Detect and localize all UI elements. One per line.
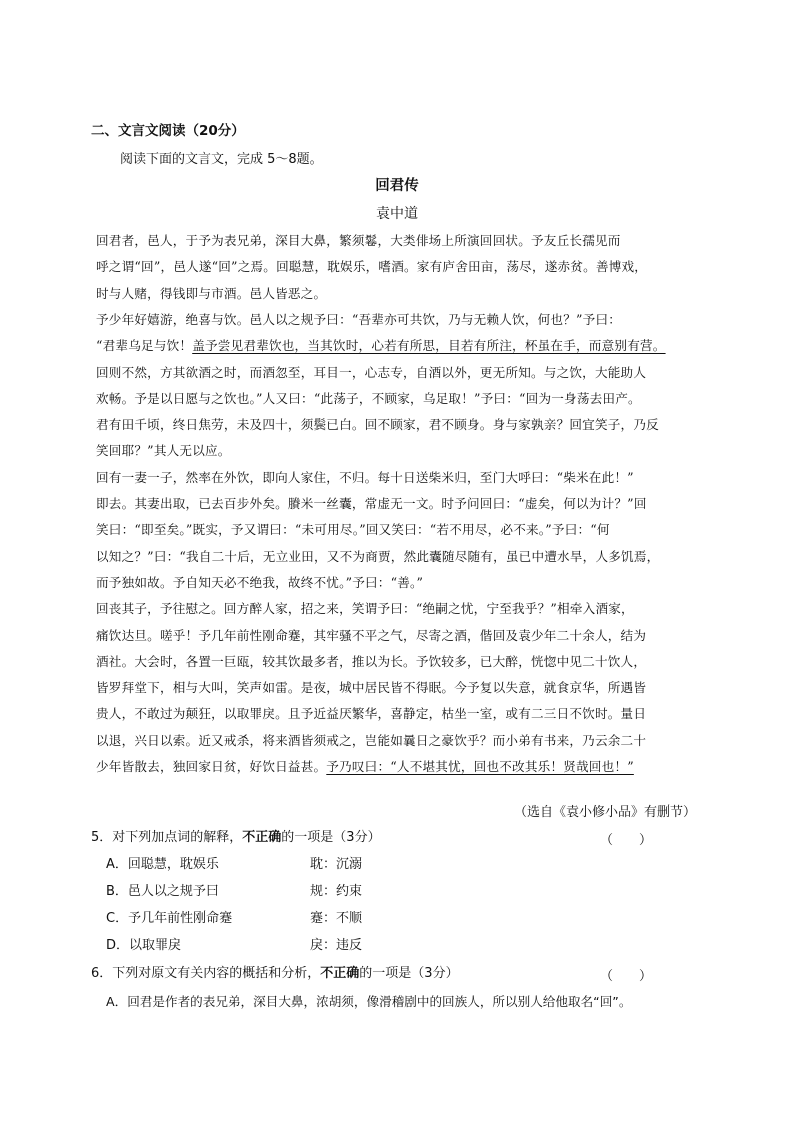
passage-line [96,232,706,250]
passage-line [96,311,706,329]
passage-line [96,495,706,513]
q5-option-d: D．以取罪戾 [106,938,182,953]
question-6-emphasis: 不正确 [320,966,360,981]
question-5-answer-blank: （ ） [600,833,653,848]
passage-line-text: 以知之？”曰：“我自二十后，无立业田，又不为商贾，然此囊随尽随有，虽已中遭水旱，人多饥焉， [96,549,660,564]
passage-line [96,548,706,566]
passage-line [96,337,706,355]
passage-line [96,521,706,539]
q5-option-c: C．予几年前性刚命蹇 [106,911,233,926]
passage-line [96,705,706,723]
passage-line [96,442,706,460]
passage-line-text: 以退，兴日以索。近又戒杀，将来酒皆须戒之，岂能如曩日之豪饮乎？而小弟有书来，乃云余二十 [96,733,647,748]
passage-line-text: 予少年好嬉游，绝喜与饮。邑人以之规予曰：“吾辈亦可共饮，乃与无赖人饮，何也？”予曰： [96,312,622,327]
passage-line [96,390,706,408]
q5-option-a-gloss: 耽：沉溺 [310,857,363,872]
question-5-pre: 5．对下列加点词的解释， [91,830,243,845]
passage-line-text: 回有一妻一子，然率在外饮，即向人家住，不归。每十日送柴米归，至门大呼曰：“柴米在此！” [96,470,634,485]
q5-option-a: A．回聪慧，耽娱乐 [106,857,219,872]
passage-line-text: 回君者，邑人，于予为表兄弟，深目大鼻，繁须鬈，大类俳场上所演回回状。予友丘长孺见而 [96,233,621,248]
passage-line-text: 笑回耶？”其人无以应。 [96,443,231,458]
passage-line-text: 酒社。大会时，各置一巨瓯，较其饮最多者，推以为长。予饮较多，已大醉，恍惚中见二十饮人， [96,654,647,669]
q5-option-b-gloss: 规：约束 [310,884,363,899]
q6-option-a: A．回君是作者的表兄弟，深目大鼻，浓胡须，像滑稽剧中的回族人，所以别人给他取名“回”。 [106,994,632,1009]
q5-option-c-gloss: 蹇：不顺 [310,911,363,926]
passage-line [96,258,706,276]
source-note: （选自《袁小修小品》有删节） [513,805,696,820]
passage-line-text: 贵人，不敢过为颠狂，以取罪戾。且予近益厌繁华，喜静定，枯坐一室，或有二三日不饮时。量日 [96,706,647,721]
question-6-stem [91,965,459,983]
section-heading: 二、文言文阅读（20分） [91,123,245,139]
q5-option-d-gloss: 戾：违反 [310,938,363,953]
question-6-pre: 6．下列对原文有关内容的概括和分析， [91,966,321,981]
passage-line [96,653,706,671]
passage-line-text: 欢畅。予是以日愿与之饮也。”人又曰：“此荡子，不顾家，乌足取！”予曰：“回为一身荡去田产。 [96,391,641,406]
passage-author: 袁中道 [376,206,418,222]
passage-line [96,574,706,592]
passage-line [96,469,706,487]
instruction-text: 阅读下面的文言文，完成 5～8题。 [120,152,323,167]
passage-line-text: 时与人赌，得钱即与市酒。邑人皆恶之。 [96,286,327,301]
passage-underlined-text: 盖予尝见君辈饮也，当其饮时，心若有所思，目若有所注，杯虽在手，而意别有营。 [192,338,666,353]
passage-line-text: 痛饮达旦。嗟乎！予几年前性刚命蹇，其牢骚不平之气，尽寄之酒，偕回及袁少年二十余人，结为 [96,628,647,643]
question-5-stem [91,829,381,847]
passage-line [96,600,706,618]
passage-line [96,758,706,776]
passage-line [96,732,706,750]
question-5-emphasis: 不正确 [242,830,282,845]
passage-line [96,285,706,303]
passage-line [96,679,706,697]
question-6-post: 的一项是（3分） [359,966,459,981]
passage-line-text: 回则不然，方其欲酒之时，而酒忽至，耳目一，心志专，自酒以外，更无所知。与之饮，大能助人 [96,365,647,380]
passage-line-text: “君辈乌足与饮！ [96,338,193,353]
passage-line-text: 回丧其子，予往慰之。回方醉人家，招之来，笑谓予曰：“绝嗣之忧，宁至我乎？”相牵入酒家， [96,601,634,616]
passage-line-text: 皆罗拜堂下，相与大叫，笑声如雷。是夜，城中居民皆不得眠。今予复以失意，就食京华，所遇皆 [96,680,647,695]
passage-title: 回君传 [375,178,419,194]
passage-line-text: 君有田千顷，终日焦劳，未及四十，须鬓已白。回不顾家，君不顾身。身与家孰亲？回宜笑子，乃反 [96,417,659,432]
passage-line-text: 少年皆散去，独回家日贫，好饮日益甚。 [96,759,327,774]
question-5-post: 的一项是（3分） [281,830,381,845]
passage-line [96,364,706,382]
question-6-answer-blank: （ ） [600,969,653,984]
passage-line [96,627,706,645]
q5-option-b: B．邑人以之规予曰 [106,884,219,899]
passage-line-text: 而予独如故。予自知天必不绝我，故终不忧。”予曰：“善。” [96,575,424,590]
passage-line-text: 笑曰：“即至矣。”既实，予又谓曰：“未可用尽。”回又笑曰：“若不用尽，必不来。”予曰：“何 [96,522,610,537]
passage-line-text: 呼之谓“回”，邑人遂“回”之焉。回聪慧，耽娱乐，嗜酒。家有庐舍田亩，荡尽，遂赤贫。善博戏， [96,259,648,274]
passage-line [96,416,706,434]
passage-underlined-text: 予乃叹曰：“人不堪其忧，回也不改其乐！贤哉回也！” [326,759,634,774]
passage-line-text: 即去。其妻出取，已去百步外矣。賸米一丝囊，常虚无一文。时予问回曰：“虚矣，何以为计？”回 [96,496,647,511]
